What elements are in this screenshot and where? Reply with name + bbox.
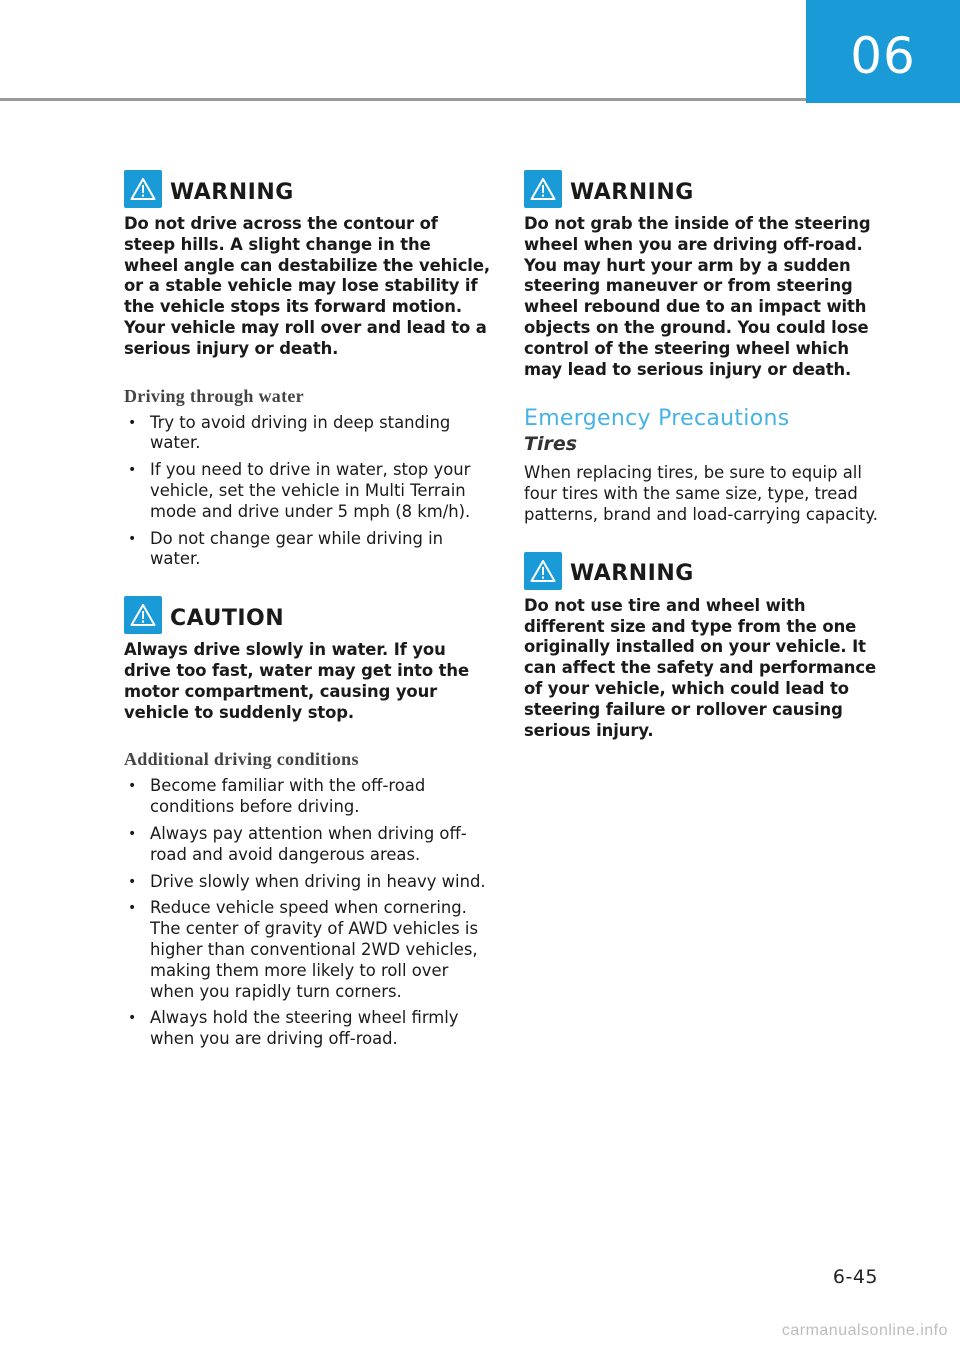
water-bullet-list bbox=[124, 413, 490, 571]
alert-title: WARNING bbox=[570, 561, 694, 587]
list-item-text: Become familiar with the off-road conditions before driving. bbox=[150, 776, 426, 817]
bullet-dot: • bbox=[128, 462, 137, 479]
alert-header bbox=[124, 596, 490, 634]
list-item bbox=[124, 460, 490, 522]
alert-body: Always drive slowly in water. If you drive too fast, water may get into the motor compartment, causing your vehicle to suddenly stop. bbox=[124, 640, 469, 722]
bullet-dot: • bbox=[128, 873, 137, 890]
list-item-text: Reduce vehicle speed when cornering. The center of gravity of AWD vehicles is higher than conventional 2WD vehicles, making them more likely to roll over when you rapidly turn corners. bbox=[150, 898, 479, 1001]
chapter-tab: 06 bbox=[806, 0, 960, 103]
bullet-dot: • bbox=[128, 778, 137, 795]
list-item-text: Always pay attention when driving off-road and avoid dangerous areas. bbox=[150, 823, 467, 864]
caution-box-water bbox=[124, 596, 490, 723]
alert-title: WARNING bbox=[570, 179, 694, 205]
alert-body: Do not use tire and wheel with different size and type from the one originally installed on your vehicle. It can affect the safety and performance of your vehicle, which could lead to steering failure or rollover causing serious injury. bbox=[524, 595, 876, 740]
alert-body: Do not drive across the contour of steep hills. A slight change in the wheel angle can destabilize the vehicle, or a stable vehicle may lose stability if the vehicle stops its forward motion. Your vehicle may roll over and lead to a serious injury or death. bbox=[124, 214, 490, 358]
alert-body: Do not grab the inside of the steering wheel when you are driving off-road. You may hurt your arm by a sudden steering maneuver or from steering wheel rebound due to an impact with objects on the ground. You could lose control of the steering wheel which may lead to serious injury or death. bbox=[524, 214, 871, 379]
warning-triangle-icon bbox=[124, 170, 162, 208]
bullet-dot: • bbox=[128, 825, 137, 842]
list-item bbox=[124, 776, 490, 818]
warning-triangle-icon bbox=[524, 552, 562, 590]
list-item bbox=[124, 872, 490, 893]
heading-additional-driving-conditions: Additional driving conditions bbox=[124, 749, 359, 770]
alert-title: WARNING bbox=[170, 179, 294, 205]
list-item bbox=[124, 824, 490, 866]
heading-driving-through-water: Driving through water bbox=[124, 385, 304, 406]
warning-box-tire-wheel bbox=[524, 552, 890, 742]
list-item-text: Do not change gear while driving in water. bbox=[150, 528, 444, 569]
bullet-dot: • bbox=[128, 414, 137, 431]
list-item bbox=[124, 1008, 490, 1050]
tires-paragraph: When replacing tires, be sure to equip all four tires with the same size, type, tread patterns, brand and load-carrying capacity. bbox=[524, 463, 878, 524]
alert-header bbox=[524, 552, 890, 590]
section-title-emergency-precautions: Emergency Precautions bbox=[524, 406, 790, 432]
header-rule bbox=[0, 98, 806, 101]
list-item-text: Try to avoid driving in deep standing water. bbox=[150, 412, 451, 453]
right-column bbox=[524, 170, 890, 767]
bullet-dot: • bbox=[128, 1010, 137, 1027]
left-column bbox=[124, 170, 490, 1076]
sub-section-title-tires: Tires bbox=[524, 433, 578, 456]
alert-header bbox=[524, 170, 890, 208]
list-item-text: Drive slowly when driving in heavy wind. bbox=[150, 871, 486, 891]
bullet-dot: • bbox=[128, 900, 137, 917]
list-item bbox=[124, 413, 490, 455]
alert-header bbox=[124, 170, 490, 208]
warning-box-steep-hills bbox=[124, 170, 490, 360]
list-item bbox=[124, 529, 490, 571]
warning-box-steering-wheel bbox=[524, 170, 890, 380]
list-item-text: Always hold the steering wheel firmly when you are driving off-road. bbox=[150, 1008, 459, 1049]
watermark: carmanualsonline.info bbox=[781, 1322, 948, 1339]
warning-triangle-icon bbox=[124, 596, 162, 634]
page-number: 6-45 bbox=[832, 1266, 878, 1288]
list-item bbox=[124, 898, 490, 1002]
bullet-dot: • bbox=[128, 530, 137, 547]
list-item-text: If you need to drive in water, stop your vehicle, set the vehicle in Multi Terrain mode and drive under 5 mph (8 km/h). bbox=[150, 460, 471, 521]
alert-title: CAUTION bbox=[170, 605, 285, 631]
warning-triangle-icon bbox=[524, 170, 562, 208]
additional-bullet-list bbox=[124, 776, 490, 1050]
